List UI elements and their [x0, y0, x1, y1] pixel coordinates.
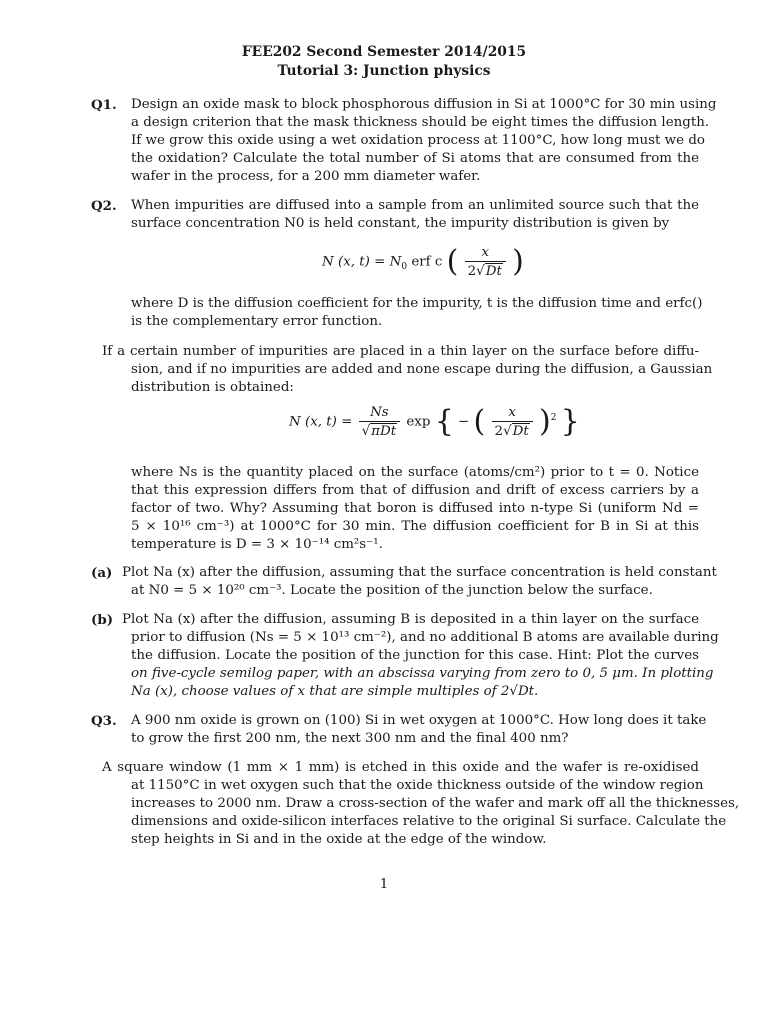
part-a-label: (a) — [91, 565, 113, 581]
eq2-den-radicand: πDt — [371, 424, 397, 439]
q2-para2-line-2: sion, and if no impurities are added and none escape during the diffusion, a Gaussian — [131, 362, 713, 377]
part-b-label: (b) — [91, 612, 114, 628]
q1-label: Q1. — [91, 97, 117, 113]
q2-after-eq1-line-1: where D is the diffusion coefficient for the impurity, t is the diffusion time and erfc() — [131, 296, 703, 311]
q3-label: Q3. — [91, 713, 117, 729]
eq2-power: 2 — [550, 413, 557, 424]
part-a-line-2: at N0 = 5 × 10²⁰ cm⁻³. Locate the position of the junction below the surface. — [131, 583, 653, 598]
q2-para2-line-1: If a certain number of impurities are placed in a thin layer on the surface before diffu- — [102, 344, 699, 359]
part-b-line-3: the diffusion. Locate the position of the junction for this case. Hint: Plot the curves — [131, 648, 699, 663]
eq2-fraction: $\frac{Ns}{\text{√πDt}}$ — [359, 405, 400, 439]
q3-para2-line-5: step heights in Si and in the oxide at the edge of the window. — [131, 832, 547, 847]
part-b-line-4: on five-cycle semilog paper, with an abscissa varying from zero to 0, 5 μm. In plotting — [131, 666, 714, 681]
q2-line-2: surface concentration N0 is held constant, the impurity distribution is given by — [131, 216, 670, 231]
eq2-close-brace: } — [560, 404, 580, 439]
q1-line-5: wafer in the process, for a 200 mm diameter wafer. — [131, 169, 481, 184]
eq2-open-brace: { — [434, 404, 454, 439]
q2-after-eq2-line-4: 5 × 10¹⁶ cm⁻³) at 1000°C for 30 min. The diffusion coefficient for B in Si at this — [131, 519, 699, 534]
eq1-close-paren: ) — [512, 244, 524, 279]
q1-line-1: Design an oxide mask to block phosphorous diffusion in Si at 1000°C for 30 min using — [131, 97, 717, 112]
q1-line-3: If we grow this oxide using a wet oxidation process at 1100°C, how long must we do — [131, 133, 705, 148]
q1-line-4: the oxidation? Calculate the total number of Si atoms that are consumed from the — [131, 151, 699, 166]
q2-para2-line-3: distribution is obtained: — [131, 380, 294, 395]
q2-after-eq2-line-3: factor of two. Why? Assuming that boron is diffused into n-type Si (uniform Nd = — [131, 501, 699, 516]
eq2-inner-den-coef: 2 — [494, 424, 504, 439]
eq2-minus: − — [458, 414, 470, 430]
eq2-lhs: N (x, t) = — [289, 414, 353, 430]
q2-line-1: When impurities are diffused into a sample from an unlimited source such that the — [131, 198, 699, 213]
part-b-line-2: prior to diffusion (Ns = 5 × 10¹³ cm⁻²), and no additional B atoms are available during — [131, 630, 719, 645]
q3-para2-line-4: dimensions and oxide-silicon interfaces relative to the original Si surface. Calculate the — [131, 814, 727, 829]
eq2-close-paren: ) — [539, 404, 551, 439]
q3-line-1: A 900 nm oxide is grown on (100) Si in wet oxygen at 1000°C. How long does it take — [131, 713, 707, 728]
eq1-n0: N — [389, 254, 402, 270]
q2-after-eq2-line-1: where Ns is the quantity placed on the surface (atoms/cm²) prior to t = 0. Notice — [131, 465, 699, 480]
q1-line-2: a design criterion that the mask thickness should be eight times the diffusion length. — [131, 115, 710, 130]
equation-erfc — [322, 245, 524, 279]
q3-para2-line-2: at 1150°C in wet oxygen such that the oxide thickness outside of the window region — [131, 778, 704, 793]
page-number: 1 — [379, 877, 389, 892]
eq1-den-coef: 2 — [467, 264, 477, 279]
eq1-lhs: N (x, t) = — [322, 254, 386, 270]
equation-gaussian — [289, 405, 580, 439]
q2-after-eq2-line-2: that this expression differs from that of diffusion and drift of excess carriers by a — [131, 483, 699, 498]
eq2-inner-radicand: Dt — [512, 424, 529, 439]
eq1-n0-sub: 0 — [401, 262, 408, 273]
eq1-open-paren: ( — [446, 244, 459, 279]
q3-line-2: to grow the first 200 nm, the next 300 nm and the final 400 nm? — [131, 731, 569, 746]
part-b-line-5: Na (x), choose values of x that are simple multiples of 2√Dt. — [131, 684, 539, 699]
eq2-inner-fraction: $\frac{x}{2√Dt}$ — [492, 405, 533, 439]
eq2-numerator: Ns — [359, 405, 400, 422]
eq1-fn: erf c — [411, 254, 443, 270]
tutorial-title: Tutorial 3: Junction physics — [277, 63, 491, 79]
eq1-fraction: $\frac{x}{2√Dt}$ — [465, 245, 506, 279]
course-header: FEE202 Second Semester 2014/2015 — [241, 44, 527, 60]
q3-para2-line-3: increases to 2000 nm. Draw a cross-section of the wafer and mark off all the thicknesses, — [131, 796, 740, 811]
q2-after-eq1-line-2: is the complementary error function. — [131, 314, 383, 329]
eq1-den-radicand: Dt — [485, 264, 502, 279]
eq1-numerator: x — [465, 245, 506, 262]
part-a-line-1: Plot Na (x) after the diffusion, assuming that the surface concentration is held constant — [122, 565, 717, 580]
eq2-inner-numerator: x — [492, 405, 533, 422]
eq2-open-paren: ( — [473, 404, 486, 439]
eq2-fn: exp — [406, 414, 431, 430]
q2-label: Q2. — [91, 198, 117, 214]
part-b-line-1: Plot Na (x) after the diffusion, assuming B is deposited in a thin layer on the surface — [122, 612, 699, 627]
q3-para2-line-1: A square window (1 mm × 1 mm) is etched in this oxide and the wafer is re-oxidised — [102, 760, 699, 775]
q2-after-eq2-line-5: temperature is D = 3 × 10⁻¹⁴ cm²s⁻¹. — [131, 537, 383, 552]
